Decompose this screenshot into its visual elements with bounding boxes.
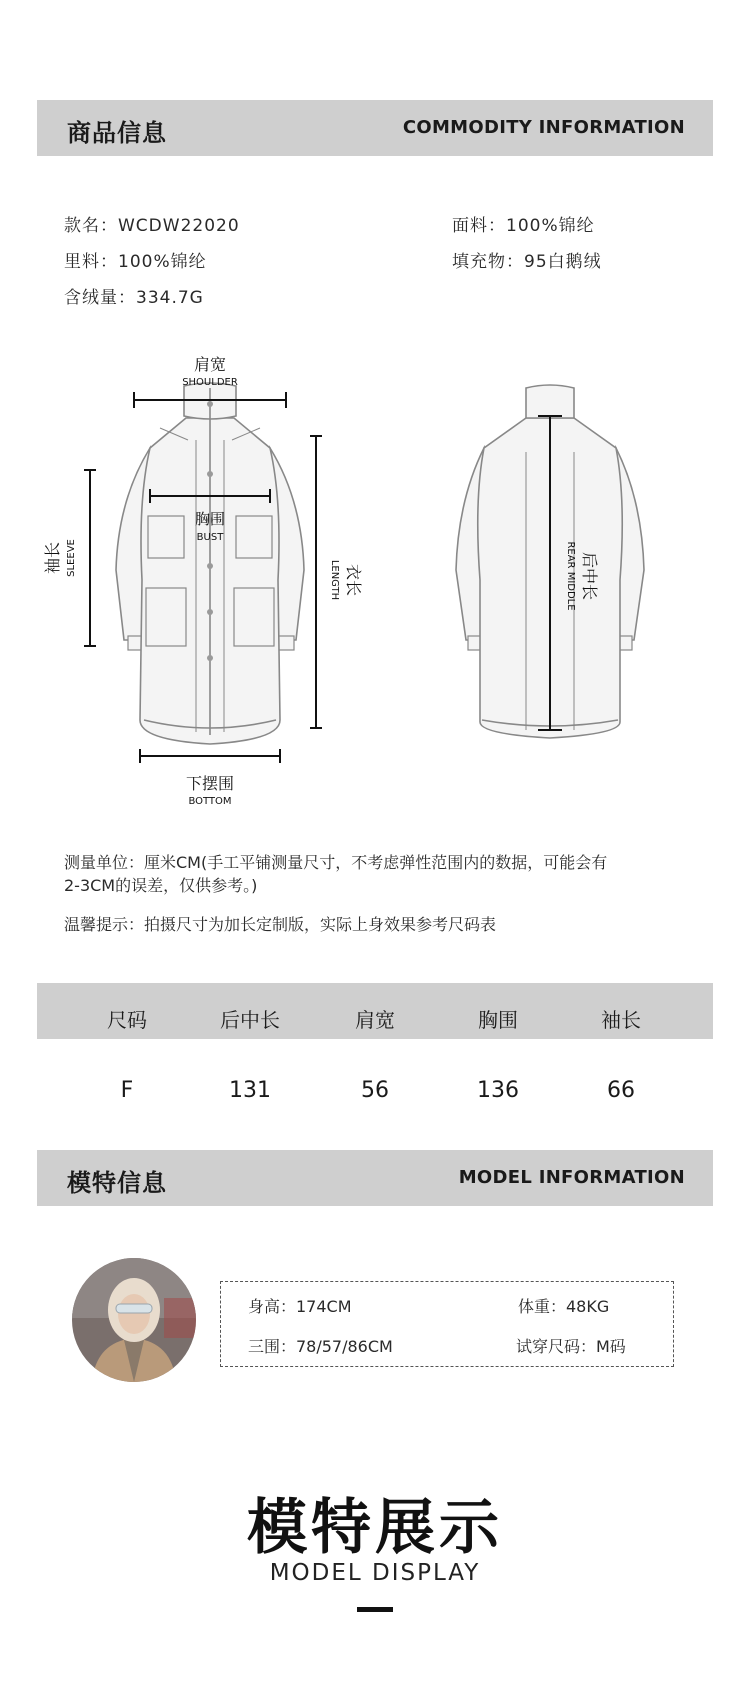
spec-style-name: 款名：WCDW22020 [64, 216, 240, 236]
model-title-en: MODEL INFORMATION [458, 1167, 685, 1188]
measure-note-line2: 2-3CM的误差，仅供参考。) [64, 876, 258, 895]
size-diagram [0, 340, 750, 810]
spec-fabric: 面料：100%锦纶 [452, 216, 595, 236]
shoulder-label-en: SHOULDER [182, 377, 238, 388]
bust-label-cn: 胸围 [194, 510, 226, 528]
sleeve-label-cn: 袖长 [43, 541, 62, 575]
commodity-title-en: COMMODITY INFORMATION [402, 117, 685, 138]
rear-middle-label-cn: 后中长 [580, 551, 599, 601]
size-value-shoulder: 56 [361, 1078, 389, 1103]
model-title-cn: 模特信息 [67, 1169, 167, 1197]
spec-down-weight: 含绒量：334.7G [64, 288, 204, 308]
tip-note: 温馨提示：拍摄尺寸为加长定制版，实际上身效果参考尺码表 [64, 915, 497, 934]
model-info-bar [37, 1150, 713, 1206]
length-label-cn: 衣长 [344, 563, 363, 597]
model-display-divider [357, 1607, 393, 1612]
model-measurements: 三围：78/57/86CM [248, 1337, 393, 1356]
size-header-shoulder: 肩宽 [355, 1008, 395, 1032]
size-value-rear-length: 131 [229, 1078, 271, 1103]
model-weight: 体重：48KG [518, 1297, 610, 1316]
size-header-bust: 胸围 [478, 1008, 518, 1032]
size-header-sleeve: 袖长 [601, 1008, 641, 1032]
size-value-size: F [120, 1078, 134, 1103]
bottom-label-cn: 下摆围 [185, 774, 235, 793]
model-display-title-cn: 模特展示 [247, 1493, 503, 1563]
sleeve-label-en: SLEEVE [66, 539, 77, 577]
size-header-rear-length: 后中长 [220, 1008, 280, 1032]
commodity-info-bar [37, 100, 713, 156]
model-display-title-en: MODEL DISPLAY [269, 1560, 481, 1586]
spec-lining: 里料：100%锦纶 [64, 252, 207, 272]
size-value-sleeve: 66 [607, 1078, 635, 1103]
bottom-label-en: BOTTOM [188, 796, 232, 807]
measure-note-line1: 测量单位：厘米CM(手工平铺测量尺寸，不考虑弹性范围内的数据，可能会有 [64, 853, 608, 872]
model-try-size: 试穿尺码：M码 [516, 1337, 626, 1356]
bust-label-en: BUST [196, 532, 224, 543]
size-value-bust: 136 [477, 1078, 519, 1103]
commodity-title-cn: 商品信息 [67, 119, 167, 147]
model-avatar [72, 1258, 196, 1382]
length-label-en: LENGTH [329, 559, 340, 601]
shoulder-label-cn: 肩宽 [193, 355, 227, 374]
size-header-size: 尺码 [107, 1008, 147, 1032]
rear-middle-label-en: REAR MIDDLE [565, 541, 576, 611]
model-height: 身高：174CM [248, 1297, 352, 1316]
spec-filling: 填充物：95白鹅绒 [452, 252, 602, 272]
